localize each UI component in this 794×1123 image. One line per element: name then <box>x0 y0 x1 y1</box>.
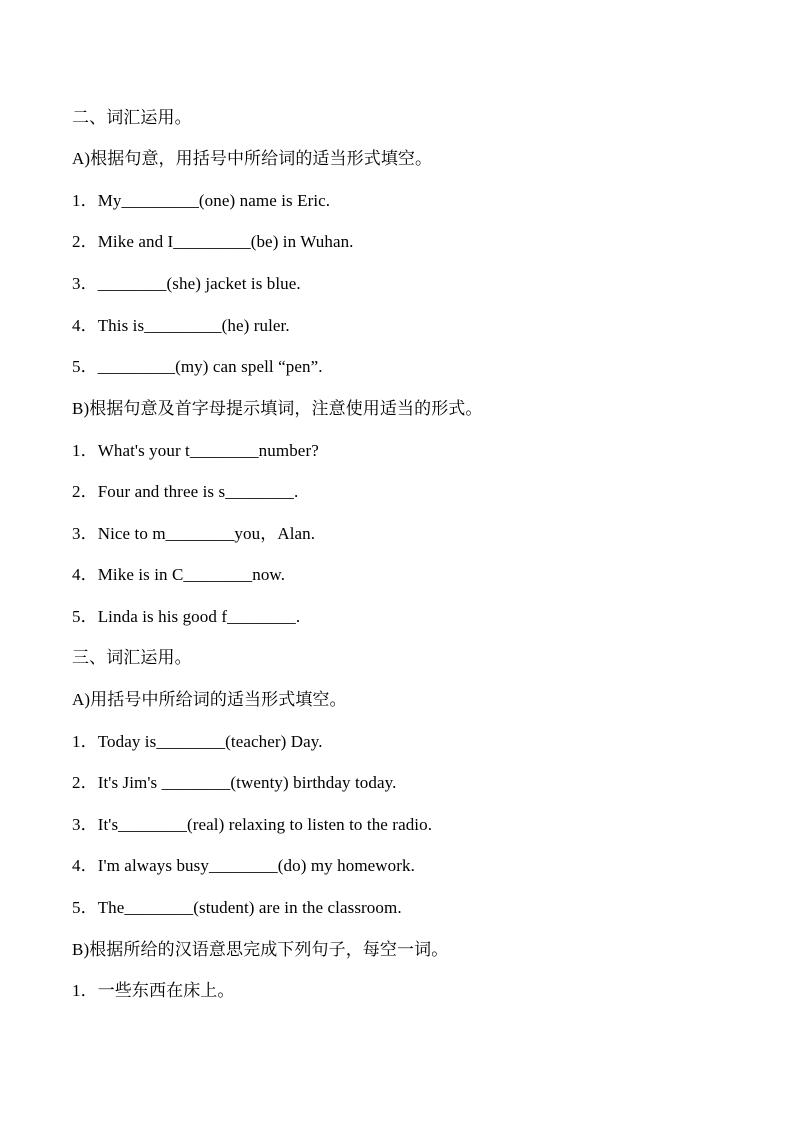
exercise-item: 3．Nice to m________you，Alan. <box>72 524 316 543</box>
exercise-item: 4．This is_________(he) ruler. <box>72 316 290 335</box>
section-2-heading: 二、词汇运用。 <box>72 108 192 127</box>
exercise-item: 2．It's Jim's ________(twenty) birthday today. <box>72 773 397 792</box>
exercise-item: 5．_________(my) can spell “pen”. <box>72 357 323 376</box>
exercise-item: 1．My_________(one) name is Eric. <box>72 191 331 210</box>
exercise-item: 3．________(she) jacket is blue. <box>72 274 301 293</box>
exercise-item: 1．Today is________(teacher) Day. <box>72 732 323 751</box>
section-2b-instruction: B)根据句意及首字母提示填词，注意使用适当的形式。 <box>72 399 483 418</box>
section-2a-instruction: A)根据句意，用括号中所给词的适当形式填空。 <box>72 149 433 168</box>
exercise-item: 1．What's your t________number? <box>72 441 319 460</box>
exercise-item: 4．I'm always busy________(do) my homework. <box>72 856 415 875</box>
exercise-item: 5．Linda is his good f________. <box>72 607 301 626</box>
exercise-item: 3．It's________(real) relaxing to listen to the radio. <box>72 815 433 834</box>
section-3-heading: 三、词汇运用。 <box>72 648 192 667</box>
section-3a-instruction: A)用括号中所给词的适当形式填空。 <box>72 690 347 709</box>
section-3b-instruction: B)根据所给的汉语意思完成下列句子，每空一词。 <box>72 940 449 959</box>
exercise-item: 4．Mike is in C________now. <box>72 565 286 584</box>
exercise-item: 2．Four and three is s________. <box>72 482 299 501</box>
exercise-item: 5．The________(student) are in the classroom. <box>72 898 402 917</box>
exercise-item: 1．一些东西在床上。 <box>72 981 235 1000</box>
exercise-item: 2．Mike and I_________(be) in Wuhan. <box>72 232 354 251</box>
